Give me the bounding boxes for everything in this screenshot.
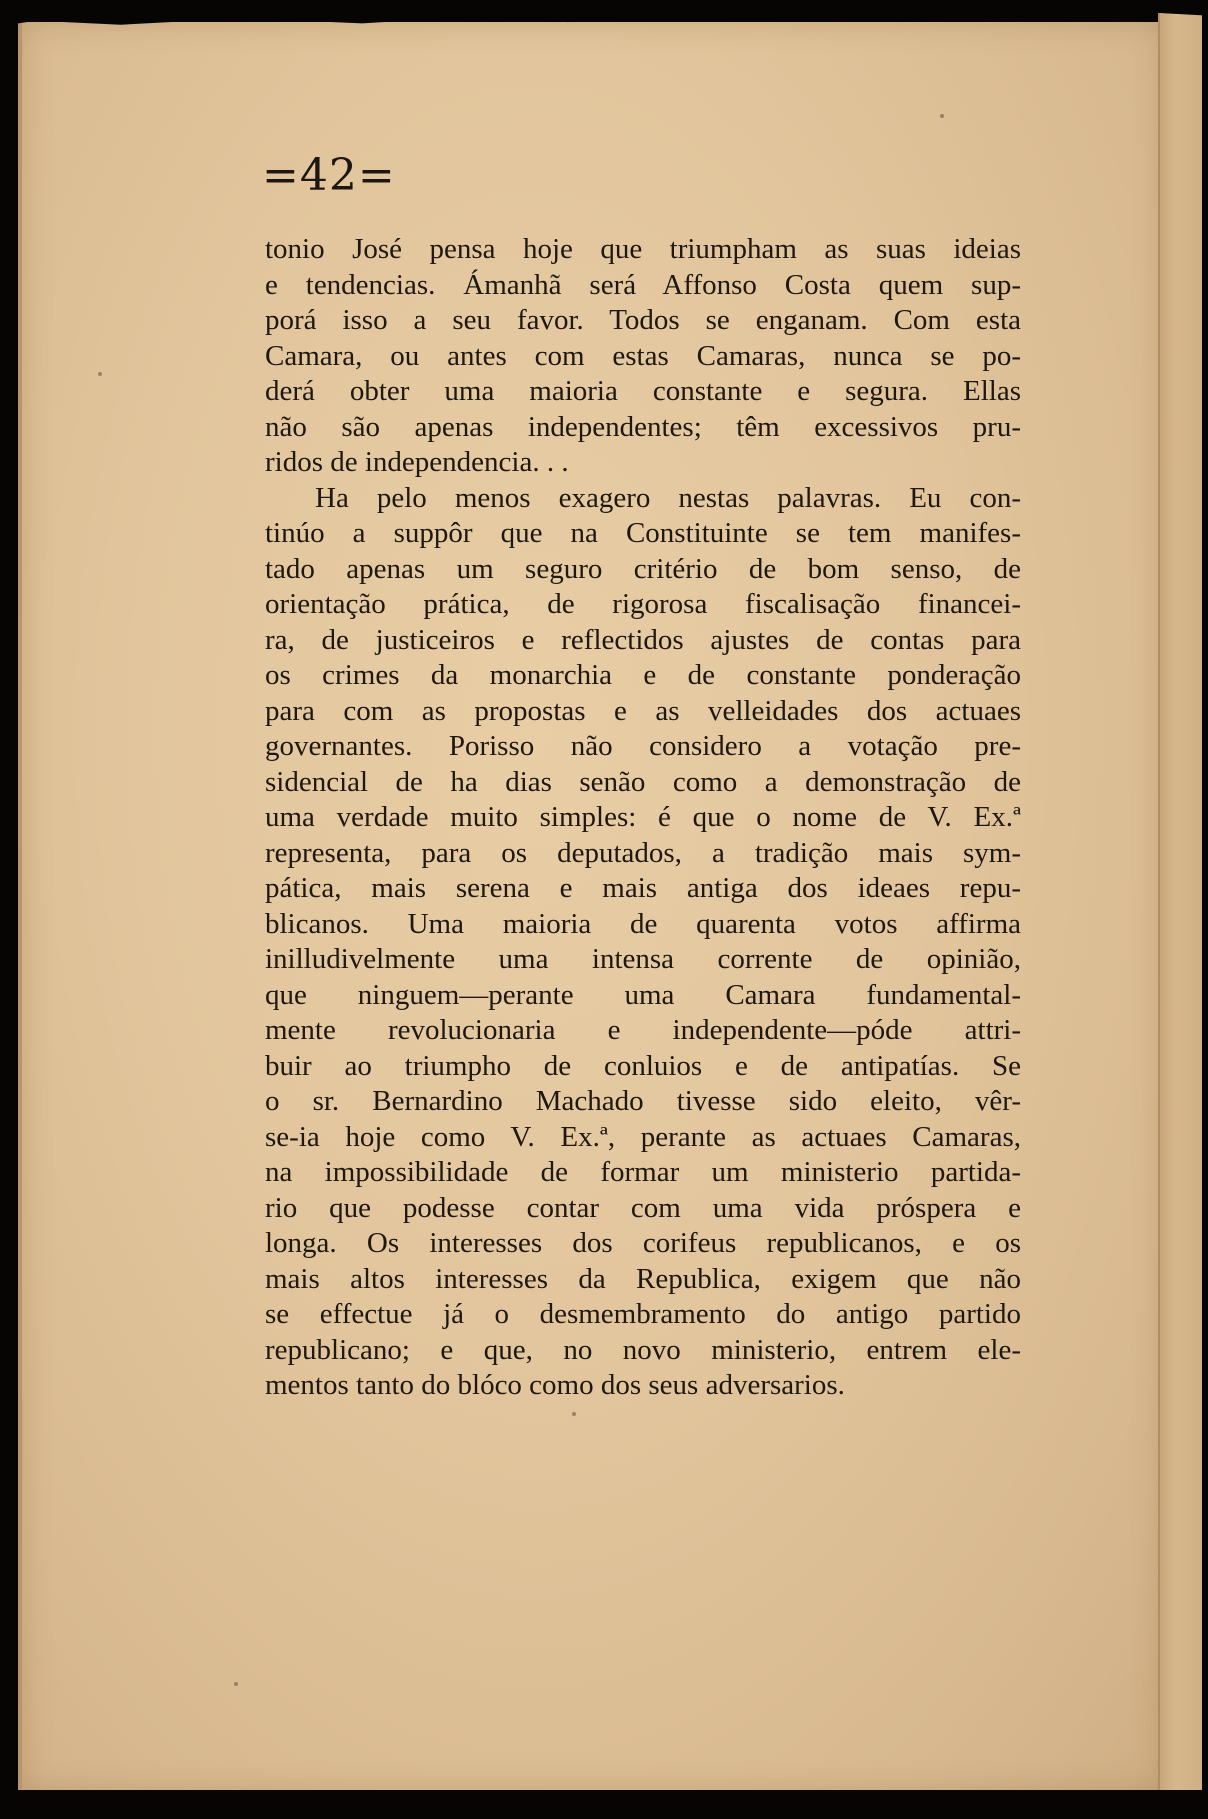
paper-speck [572, 1412, 576, 1416]
text-line: porá isso a seu favor. Todos se enganam. Com esta [265, 304, 1021, 336]
text-line: mais altos interesses da Republica, exigem que não [265, 1262, 1021, 1295]
text-line: que ninguem—perante uma Camara fundamental- [265, 978, 1021, 1011]
text-line: longa. Os interesses dos corifeus republicanos, e os [265, 1227, 1021, 1259]
page-number: =42= [262, 150, 396, 201]
text-line: inilludivelmente uma intensa corrente de opinião, [265, 943, 1021, 975]
text-line: uma verdade muito simples: é que o nome de V. Ex.ª [265, 801, 1021, 833]
text-line: e tendencias. Ámanhã será Affonso Costa quem sup- [265, 268, 1021, 301]
text-line: derá obter uma maioria constante e segura. Ellas [265, 375, 1021, 407]
paper-speck [98, 372, 102, 376]
text-line: pática, mais serena e mais antiga dos ideaes repu- [265, 872, 1021, 904]
text-line: Camara, ou antes com estas Camaras, nunca se po- [265, 339, 1021, 372]
text-line: tonio José pensa hoje que triumpham as suas ideias [265, 233, 1021, 265]
paper-speck [940, 114, 944, 118]
text-line: se-ia hoje como V. Ex.ª, perante as actuaes Camaras, [265, 1120, 1021, 1153]
text-line: o sr. Bernardino Machado tivesse sido eleito, vêr- [265, 1085, 1021, 1117]
text-line: governantes. Porisso não considero a votação pre- [265, 730, 1021, 762]
text-line: para com as propostas e as velleidades dos actuaes [265, 694, 1021, 727]
text-line: não são apenas independentes; têm excessivos pru- [265, 410, 1021, 443]
next-page-edge [1158, 10, 1202, 1800]
text-line: ridos de independencia. . . [265, 446, 569, 478]
text-line: sidencial de ha dias senão como a demonstração de [265, 765, 1021, 798]
bottom-background [0, 1790, 1208, 1819]
paper-speck [234, 1682, 238, 1686]
text-line: representa, para os deputados, a tradição mais sym- [265, 836, 1021, 869]
text-line: rio que podesse contar com uma vida próspera e [265, 1191, 1021, 1224]
text-line: mente revolucionaria e independente—póde attri- [265, 1014, 1021, 1046]
text-line: na impossibilidade de formar um ministerio partida- [265, 1156, 1021, 1188]
text-line: os crimes da monarchia e de constante ponderação [265, 659, 1021, 691]
text-line: tinúo a suppôr que na Constituinte se tem manifes- [265, 517, 1021, 549]
text-line: blicanos. Uma maioria de quarenta votos affirma [265, 907, 1021, 940]
body-text [265, 232, 1021, 1404]
text-line: orientação prática, de rigorosa fiscalisação financei- [265, 588, 1021, 620]
text-line: ra, de justiceiros e reflectidos ajustes de contas para [265, 623, 1021, 656]
text-line: buir ao triumpho de conluios e de antipatías. Se [265, 1049, 1021, 1082]
text-line: se effectue já o desmembramento do antigo partido [265, 1298, 1021, 1330]
text-line: Ha pelo menos exagero nestas palavras. Eu con- [315, 481, 1021, 514]
text-line: tado apenas um seguro critério de bom senso, de [265, 552, 1021, 585]
text-line: republicano; e que, no novo ministerio, entrem ele- [265, 1333, 1021, 1366]
text-line: mentos tanto do blóco como dos seus adversarios. [265, 1369, 845, 1401]
